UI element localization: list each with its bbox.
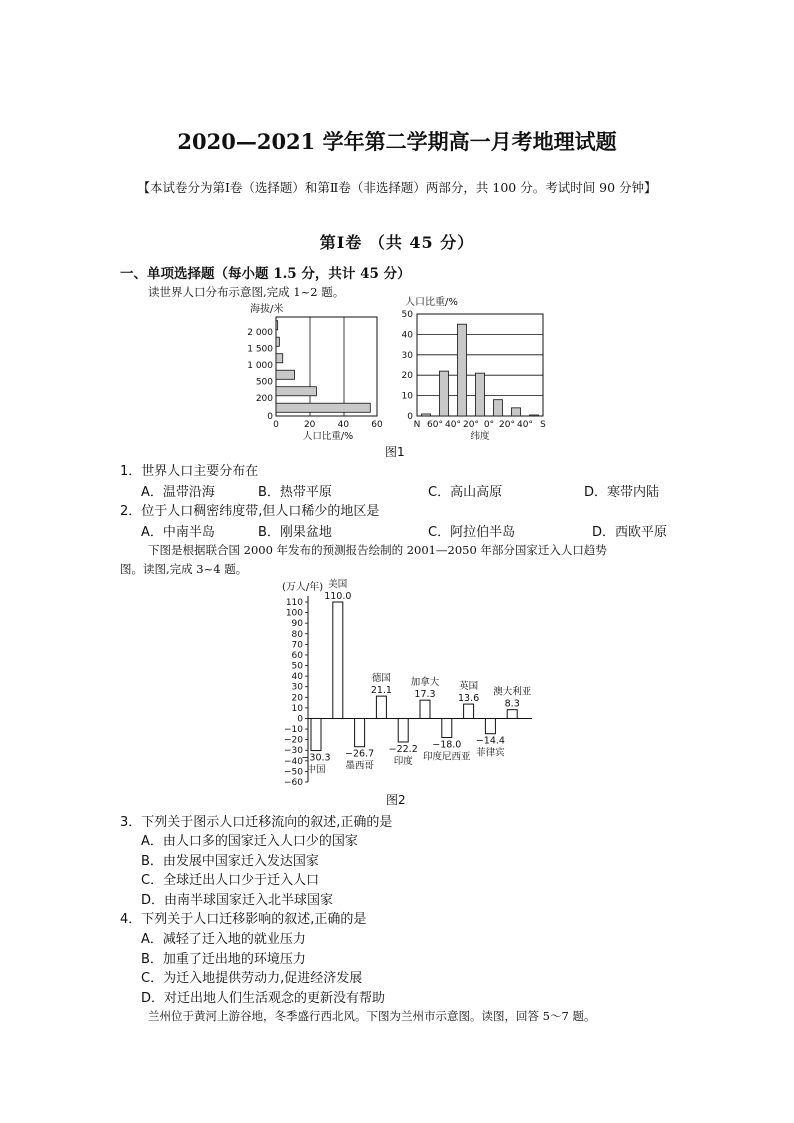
figure1-intro: 读世界人口分布示意图,完成 1~2 题。: [148, 285, 345, 299]
right-chart-xtick: 40°: [445, 420, 461, 430]
migration-chart-country-label: 中国: [306, 764, 326, 776]
question-2-option-a: A．中南半岛: [141, 525, 215, 540]
migration-chart-bar: [311, 718, 321, 750]
question-4-stem: 4．下列关于人口迁移影响的叙述,正确的是: [120, 912, 367, 927]
migration-chart-ytick: 10: [291, 703, 303, 714]
migration-chart-country-label: 英国: [459, 681, 479, 693]
left-chart-bar: [276, 321, 278, 330]
question-3-option-b: B．由发展中国家迁入发达国家: [141, 854, 319, 869]
right-chart-bar: [476, 373, 485, 416]
left-chart-ytick: 500: [255, 377, 273, 388]
right-chart-xtick: 60°: [427, 420, 443, 430]
figure1-charts: [240, 296, 560, 442]
migration-chart-ylabel: (万人/年): [282, 582, 324, 593]
figure2-caption: 图2: [386, 793, 406, 807]
migration-chart-ytick: −60: [284, 778, 303, 788]
right-chart-ytick: 30: [401, 350, 413, 361]
exam-title: 2020—2021 学年第二学期高一月考地理试题: [177, 129, 617, 154]
left-chart-xtick: 60: [371, 420, 383, 430]
migration-chart-country-label: 菲律宾: [476, 747, 505, 759]
migration-chart-bar: [376, 696, 386, 718]
question-5-7-intro: 兰州位于黄河上游谷地，冬季盛行西北风。下图为兰州市示意图。读图，回答 5～7 题。: [148, 1009, 596, 1023]
section-heading: 一、单项选择题（每小题 1.5 分，共计 45 分）: [120, 266, 411, 282]
migration-chart-bar: [442, 718, 452, 737]
migration-chart-bar: [398, 718, 408, 742]
left-chart-xtick: 0: [273, 420, 279, 430]
right-chart-xtick: N: [413, 420, 421, 430]
migration-chart-value-label: −22.2: [388, 743, 418, 755]
right-chart-bar: [494, 400, 503, 416]
migration-chart-ytick: −20: [284, 735, 303, 746]
migration-chart-ytick: 80: [291, 629, 303, 640]
right-chart-ytick: 20: [401, 371, 413, 382]
migration-chart-value-label: −30.3: [301, 752, 331, 764]
question-3-option-d: D．由南半球国家迁入北半球国家: [141, 893, 334, 908]
migration-chart-ytick: 0: [297, 714, 303, 725]
migration-chart-ytick: −40: [284, 756, 303, 767]
right-chart-ylabel: 人口比重/%: [405, 297, 458, 308]
left-chart-ytick: 2 000: [247, 327, 273, 338]
migration-chart-value-label: 21.1: [370, 685, 392, 697]
right-chart-ytick: 0: [407, 412, 413, 422]
migration-chart-ytick: 60: [291, 650, 303, 661]
migration-chart-ytick: 20: [291, 693, 303, 704]
migration-chart-country-label: 澳大利亚: [493, 686, 532, 698]
migration-chart-bar: [333, 602, 343, 718]
right-chart-bar: [512, 408, 521, 416]
left-chart-bar: [276, 387, 316, 396]
question-3-option-c: C．全球迁出人口少于迁入人口: [141, 873, 320, 888]
right-chart-xtick: 40°: [517, 420, 533, 430]
right-chart-ytick: 10: [401, 391, 413, 402]
migration-chart-bar: [507, 710, 517, 719]
migration-chart-ytick: 30: [291, 682, 303, 693]
right-chart-xtick: 0°: [483, 420, 495, 430]
migration-chart-ytick: 40: [291, 672, 303, 683]
question-2-stem: 2．位于人口稠密纬度带,但人口稀少的地区是: [120, 504, 380, 519]
altitude-population-chart: [247, 302, 383, 442]
left-chart-xlabel: 人口比重/%: [302, 431, 354, 442]
migration-chart-value-label: 8.3: [504, 698, 520, 710]
migration-trend-chart: [270, 574, 542, 792]
left-chart-bar: [276, 337, 279, 346]
migration-chart-ytick: 100: [285, 608, 303, 619]
part-heading: 第Ⅰ卷 （共 45 分）: [319, 233, 475, 252]
question-1-option-d: D．寒带内陆: [584, 485, 660, 500]
migration-chart-country-label: 印度: [393, 755, 413, 767]
left-chart-bar: [276, 403, 370, 412]
question-2-option-b: B．刚果盆地: [258, 525, 332, 540]
right-chart-bar: [530, 415, 539, 416]
migration-chart-country-label: 印度尼西亚: [423, 751, 471, 763]
migration-chart-bar: [420, 700, 430, 718]
migration-chart-value-label: 110.0: [324, 591, 352, 602]
migration-chart-value-label: 13.6: [458, 693, 480, 705]
question-4-option-d: D．对迁出地人们生活观念的更新没有帮助: [141, 991, 386, 1006]
left-chart-frame: [276, 317, 377, 416]
exam-notice: 【本试卷分为第Ⅰ卷（选择题）和第Ⅱ卷（非选择题）两部分，共 100 分。考试时间 90 分钟】: [137, 180, 657, 195]
migration-chart-ytick: 50: [291, 661, 303, 672]
migration-chart-country-label: 美国: [328, 579, 348, 590]
question-4-option-c: C．为迁入地提供劳动力,促进经济发展: [141, 971, 363, 986]
right-chart-ytick: 40: [401, 330, 413, 341]
migration-chart-ytick: −10: [284, 725, 303, 736]
left-chart-bar: [276, 370, 295, 379]
left-chart-xtick: 40: [337, 420, 350, 430]
question-1-option-c: C．高山高原: [428, 485, 503, 500]
right-chart-bar: [458, 324, 467, 416]
migration-chart-ytick: −30: [284, 746, 303, 757]
migration-chart-value-label: −18.0: [432, 739, 462, 751]
right-chart-bar: [422, 414, 431, 416]
migration-chart-country-label: 墨西哥: [345, 760, 374, 772]
migration-chart-ytick: −50: [284, 767, 303, 778]
question-1-option-b: B．热带平原: [258, 485, 332, 500]
right-chart-bar: [440, 371, 449, 416]
right-chart-xtick: 20°: [463, 420, 479, 430]
question-3-option-a: A．由人口多的国家迁入人口少的国家: [141, 834, 358, 849]
figure2-intro-line1: 下图是根据联合国 2000 年发布的预测报告绘制的 2001—2050 年部分国家迁入人口趋势: [148, 543, 607, 557]
figure1-caption: 图1: [385, 445, 405, 459]
migration-chart-bar: [355, 718, 365, 746]
question-2-option-d: D．西欧平原: [592, 525, 668, 540]
left-chart-xtick: 20: [303, 420, 316, 430]
migration-chart-ytick: 70: [291, 640, 303, 651]
right-chart-xlabel: 纬度: [470, 431, 490, 442]
figure2-intro-line2: 图。读图,完成 3~4 题。: [120, 562, 248, 576]
migration-chart-bar: [464, 704, 474, 718]
migration-chart-value-label: 17.3: [414, 689, 436, 701]
right-chart-xtick: S: [540, 420, 546, 430]
left-chart-ylabel: 海拔/米: [250, 304, 284, 315]
left-chart-ytick: 200: [255, 393, 273, 404]
migration-chart-country-label: 德国: [371, 673, 391, 685]
left-chart-ytick: 1 500: [247, 344, 273, 355]
migration-chart-country-label: 加拿大: [410, 677, 440, 689]
question-1-option-a: A．温带沿海: [141, 485, 215, 500]
question-2-option-c: C．阿拉伯半岛: [428, 525, 516, 540]
left-chart-ytick: 1 000: [247, 360, 273, 371]
question-4-option-b: B．加重了迁出地的环境压力: [141, 952, 306, 967]
migration-chart-ytick: 90: [291, 619, 303, 630]
question-4-option-a: A．减轻了迁入地的就业压力: [141, 932, 306, 947]
question-1-stem: 1．世界人口主要分布在: [120, 464, 259, 479]
right-chart-ytick: 50: [401, 310, 413, 320]
left-chart-ytick: 0: [267, 412, 273, 422]
migration-chart-value-label: −14.4: [475, 735, 505, 747]
migration-chart-bar: [485, 718, 495, 733]
question-3-stem: 3．下列关于图示人口迁移流向的叙述,正确的是: [120, 815, 393, 830]
migration-chart-ytick: 110: [285, 598, 303, 608]
migration-chart-value-label: −26.7: [345, 748, 375, 760]
right-chart-xtick: 20°: [499, 420, 515, 430]
left-chart-bar: [276, 354, 283, 363]
latitude-population-chart: [402, 296, 547, 442]
